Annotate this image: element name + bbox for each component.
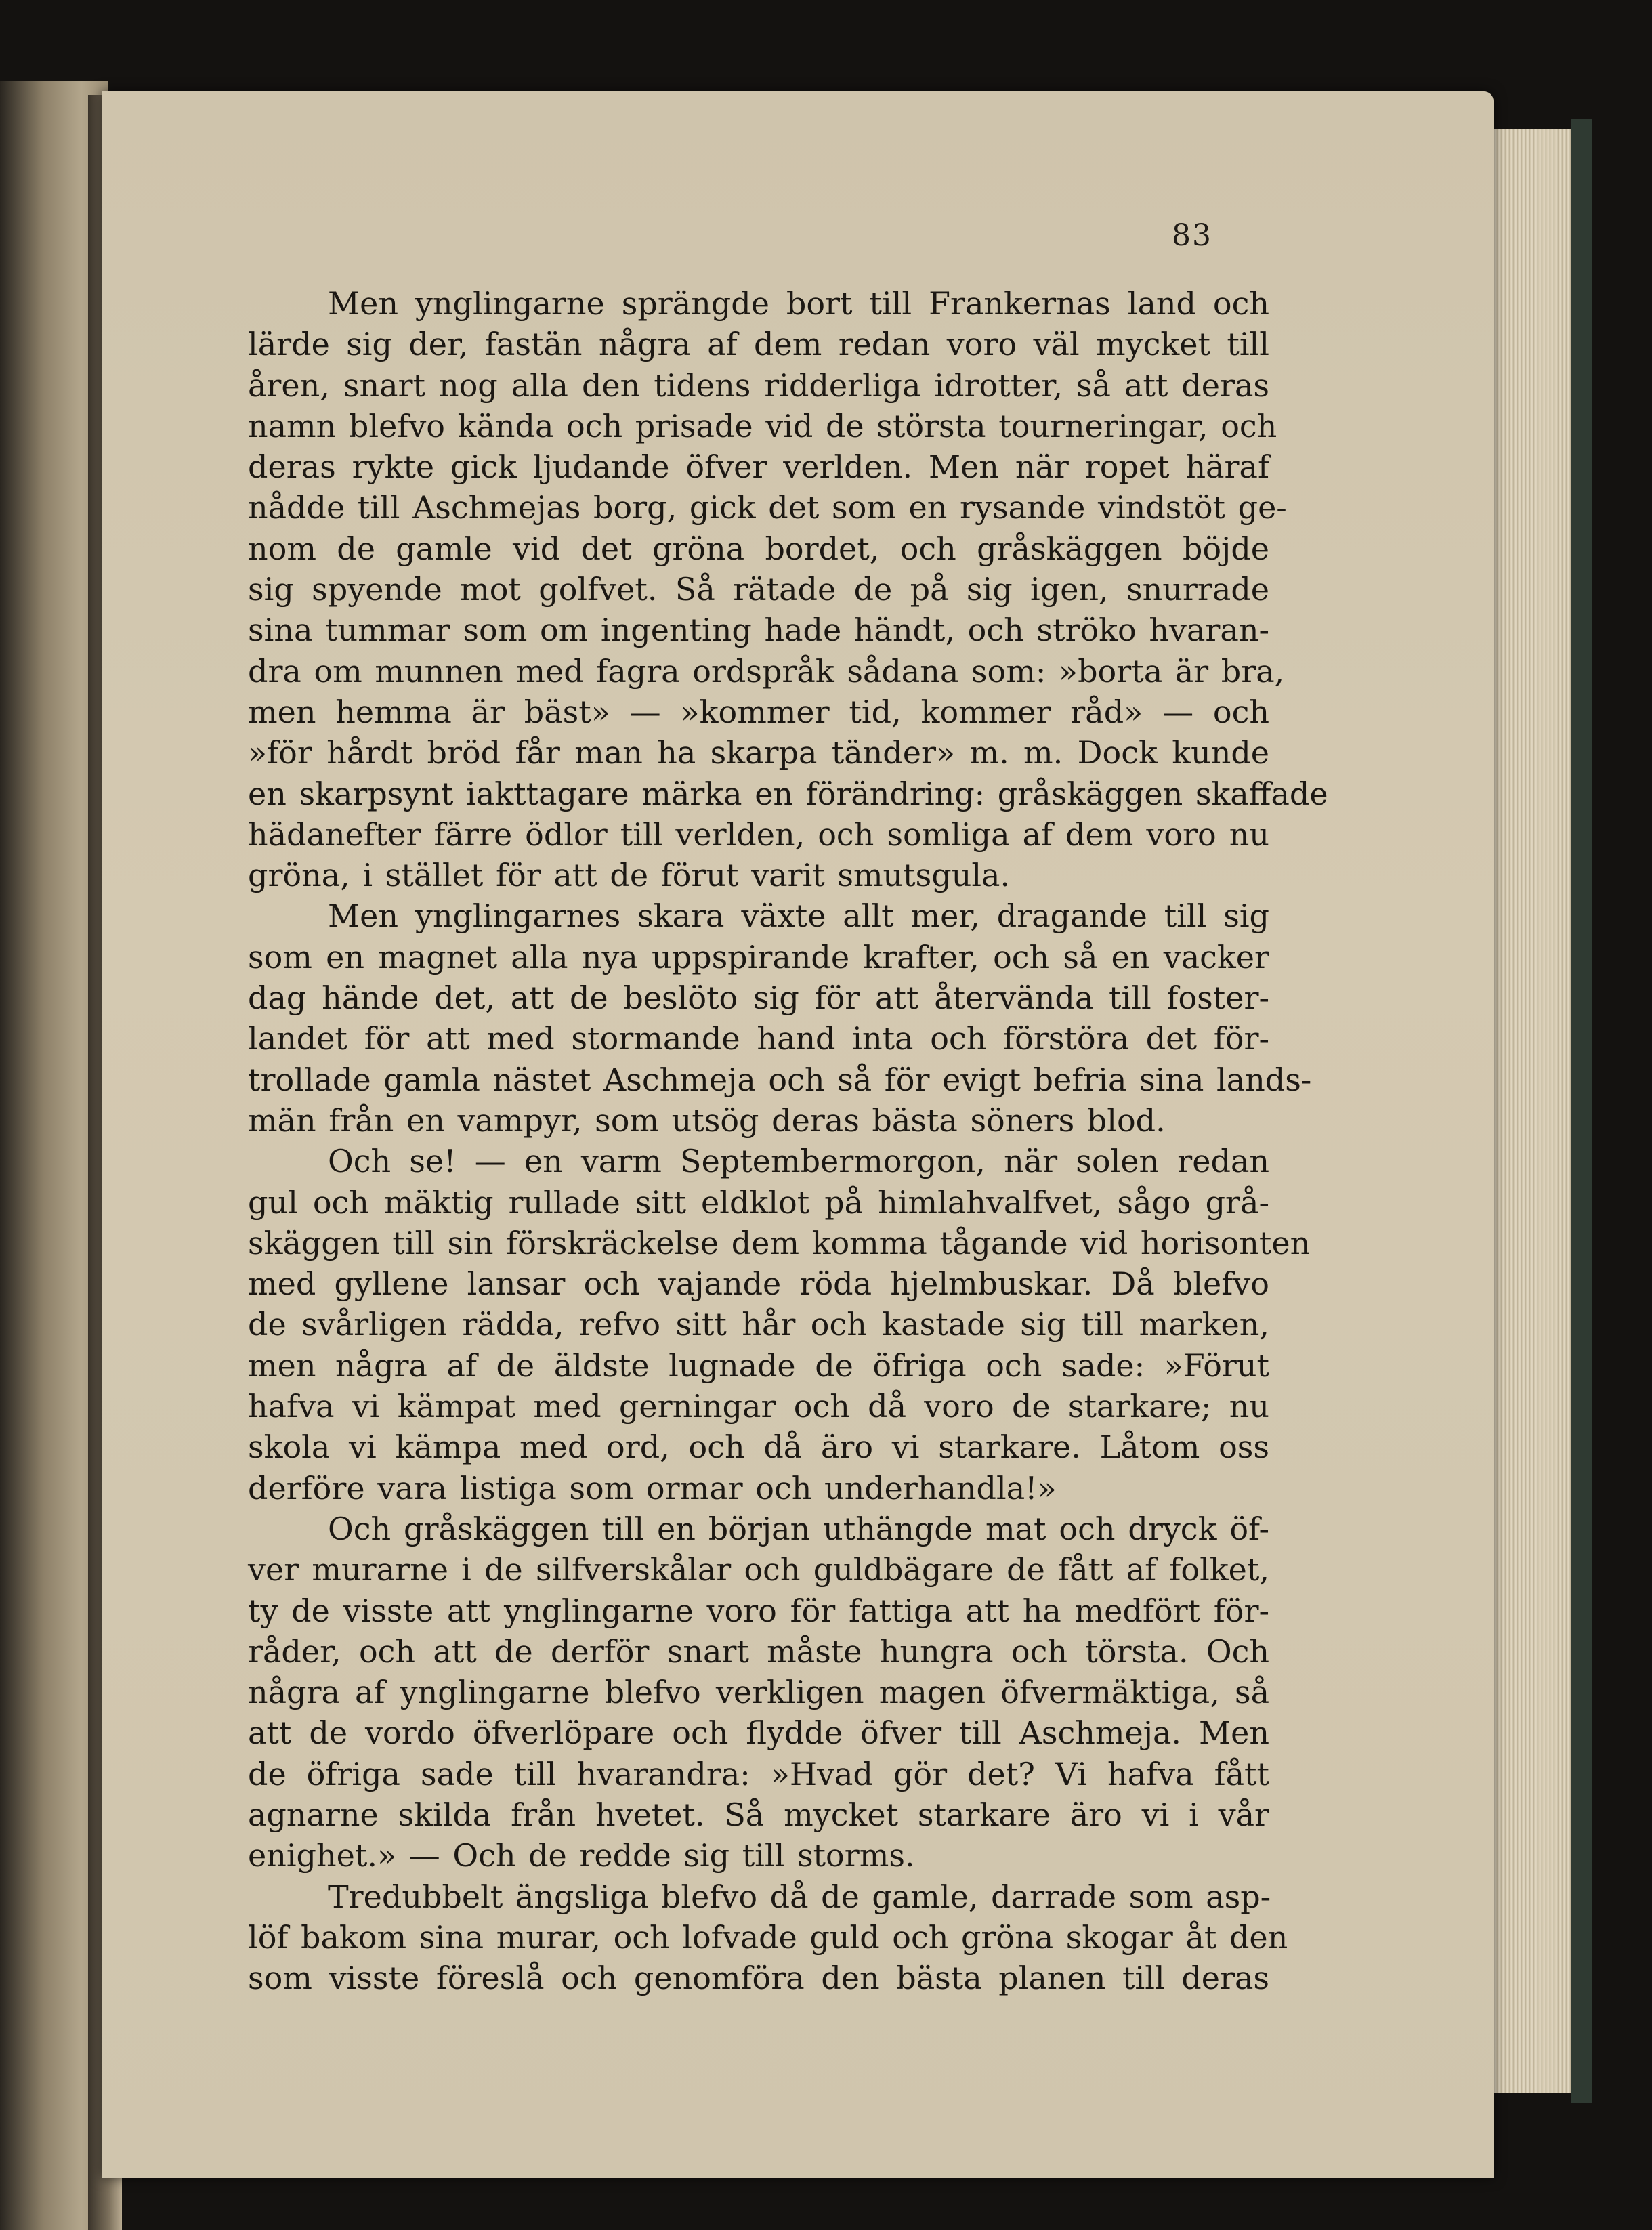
text-line: nom de gamle vid det gröna bordet, och gråskäggen böjde — [248, 530, 1269, 567]
text-line: hafva vi kämpat med gerningar och då voro de starkare; nu — [248, 1388, 1269, 1425]
text-line: några af ynglingarne blefvo verkligen magen öfvermäktiga, så — [248, 1674, 1269, 1711]
text-line: Tredubbelt ängsliga blefvo då de gamle, darrade som asp- — [328, 1878, 1271, 1915]
text-line: råder, och att de derför snart måste hungra och törsta. Och — [248, 1633, 1269, 1670]
text-line: Men ynglingarnes skara växte allt mer, dragande till sig — [328, 898, 1269, 935]
text-line: som visste föreslå och genomföra den bästa planen till deras — [248, 1960, 1269, 1997]
text-line: lärde sig der, fastän några af dem redan voro väl mycket till — [248, 326, 1269, 363]
text-line: de öfriga sade till hvarandra: »Hvad gör det? Vi hafva fått — [248, 1755, 1269, 1792]
text-line: enighet.» — Och de redde sig till storms. — [248, 1837, 915, 1874]
text-line: landet för att med stormande hand inta och förstöra det för- — [248, 1020, 1269, 1057]
text-line: men hemma är bäst» — »kommer tid, kommer råd» — och — [248, 693, 1269, 730]
text-line: namn blefvo kända och prisade vid de största tourneringar, och — [248, 407, 1277, 444]
text-line: dag hände det, att de beslöto sig för att återvända till foster- — [248, 980, 1269, 1017]
text-line: trollade gamla nästet Aschmeja och så för evigt befria sina lands- — [248, 1061, 1312, 1098]
text-line: agnarne skilda från hvetet. Så mycket starkare äro vi i vår — [248, 1796, 1269, 1833]
text-line: deras rykte gick ljudande öfver verlden. Men när ropet häraf — [248, 448, 1269, 486]
text-line: Och se! — en varm Septembermorgon, när solen redan — [328, 1143, 1269, 1180]
text-line: nådde till Aschmejas borg, gick det som en rysande vindstöt ge- — [248, 489, 1287, 526]
text-line: en skarpsynt iakttagare märka en förändring: gråskäggen skaffade — [248, 775, 1328, 812]
text-line: män från en vampyr, som utsög deras bästa söners blod. — [248, 1101, 1166, 1139]
text-line: gul och mäktig rullade sitt eldklot på himlahvalfvet, sågo grå- — [248, 1183, 1269, 1221]
text-line: med gyllene lansar och vajande röda hjelmbuskar. Då blefvo — [248, 1265, 1269, 1303]
text-line: ty de visste att ynglingarne voro för fattiga att ha medfört för- — [248, 1592, 1269, 1629]
text-line: dra om munnen med fagra ordspråk sådana som: »borta är bra, — [248, 652, 1285, 690]
text-line: gröna, i stället för att de förut varit smutsgula. — [248, 857, 1011, 894]
book-cover-edge — [1571, 119, 1592, 2103]
text-line: löf bakom sina murar, och lofvade guld och gröna skogar åt den — [248, 1918, 1288, 1956]
text-line: sina tummar som om ingenting hade händt, och ströko hvaran- — [248, 612, 1269, 649]
text-line: skola vi kämpa med ord, och då äro vi starkare. Låtom oss — [248, 1429, 1269, 1466]
text-line: sig spyende mot golfvet. Så rätade de på sig igen, snurrade — [248, 571, 1269, 608]
text-line: ver murarne i de silfverskålar och guldbägare de fått af folket, — [248, 1551, 1269, 1589]
text-line: derföre vara listiga som ormar och underhandla!» — [248, 1469, 1057, 1507]
text-line: åren, snart nog alla den tidens ridderliga idrotter, så att deras — [248, 366, 1269, 404]
text-line: som en magnet alla nya uppspirande krafter, och så en vacker — [248, 938, 1269, 975]
text-line: skäggen till sin förskräckelse dem komma tågande vid horisonten — [248, 1224, 1311, 1261]
page-edges — [1494, 129, 1575, 2093]
text-line: de svårligen rädda, refvo sitt hår och kastade sig till marken, — [248, 1306, 1269, 1343]
page-number: 83 — [1172, 218, 1212, 253]
text-line: Men ynglingarne sprängde bort till Frankernas land och — [328, 285, 1269, 322]
text-line: hädanefter färre ödlor till verlden, och somliga af dem voro nu — [248, 816, 1269, 853]
text-line: »för hårdt bröd får man ha skarpa tänder» m. m. Dock kunde — [248, 734, 1269, 772]
text-line: att de vordo öfverlöpare och flydde öfver till Aschmeja. Men — [248, 1714, 1269, 1752]
text-line: men några af de äldste lugnade de öfriga och sade: »Förut — [248, 1347, 1269, 1384]
text-line: Och gråskäggen till en början uthängde mat och dryck öf- — [328, 1510, 1269, 1547]
body-text — [248, 283, 1328, 1998]
